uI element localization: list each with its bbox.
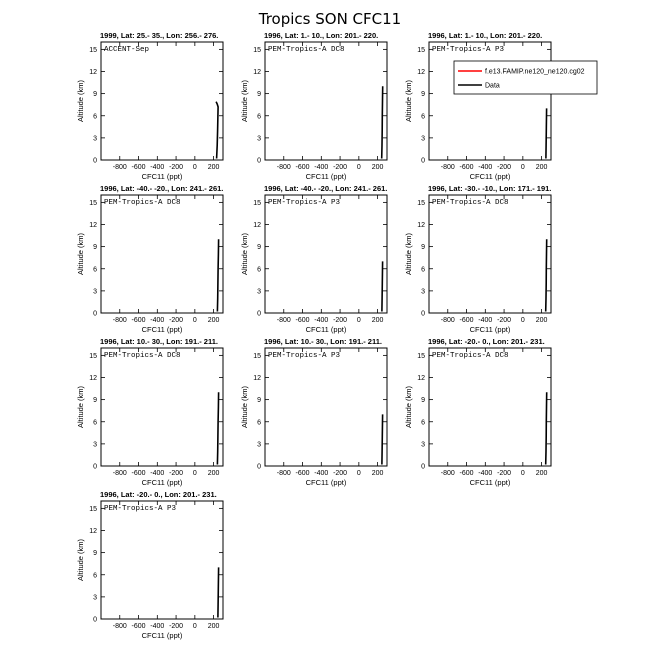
x-tick-label: -800 <box>276 164 291 171</box>
y-tick-label: 12 <box>417 222 425 229</box>
data-series-line <box>382 261 383 311</box>
y-tick-label: 3 <box>93 135 97 143</box>
y-tick-label: 0 <box>93 616 97 624</box>
y-axis-label: Altitude (km) <box>404 385 413 429</box>
x-tick-label: -600 <box>131 623 146 630</box>
x-tick-label: 200 <box>535 470 548 477</box>
x-tick-label: -400 <box>314 470 329 477</box>
plot-frame <box>101 501 223 619</box>
y-tick-label: 6 <box>421 113 425 121</box>
y-tick-label: 9 <box>93 91 97 99</box>
y-tick-label: 0 <box>257 310 261 318</box>
x-tick-label: -400 <box>150 623 165 630</box>
x-tick-label: 0 <box>520 317 525 324</box>
x-tick-label: 0 <box>356 317 361 324</box>
panel <box>240 184 387 334</box>
x-tick-label: 0 <box>356 164 361 171</box>
x-tick-label: -200 <box>333 470 348 477</box>
y-tick-label: 15 <box>417 46 425 54</box>
y-tick-label: 6 <box>93 113 97 121</box>
x-tick-label: -800 <box>112 470 127 477</box>
panel-campaign: PEM-Tropics-A P3 <box>104 505 177 513</box>
x-tick-label: 0 <box>520 164 525 171</box>
x-tick-label: 200 <box>371 470 384 477</box>
panel-header: 1996, Lat: 1.- 10., Lon: 201.- 220. <box>428 31 543 40</box>
data-series-line <box>217 239 218 311</box>
panel-header: 1999, Lat: 25.- 35., Lon: 256.- 276. <box>100 31 219 40</box>
y-tick-label: 3 <box>421 441 425 449</box>
x-tick-label: -400 <box>478 470 493 477</box>
data-series-line <box>546 108 547 158</box>
y-tick-label: 9 <box>257 244 261 252</box>
x-tick-label: -800 <box>440 317 455 324</box>
panel <box>240 337 387 487</box>
y-axis-label: Altitude (km) <box>240 232 249 276</box>
legend-label: f.e13.FAMIP.ne120_ne120.cg02 <box>485 68 585 76</box>
y-tick-label: 15 <box>253 46 261 54</box>
x-tick-label: -400 <box>314 317 329 324</box>
x-tick-label: -400 <box>314 164 329 171</box>
panel-header: 1996, Lat: -20.- 0., Lon: 201.- 231. <box>428 337 545 346</box>
y-tick-label: 3 <box>421 135 425 143</box>
data-series-line <box>546 392 547 464</box>
legend-label: Data <box>485 82 500 90</box>
x-axis-label: CFC11 (ppt) <box>141 478 183 487</box>
x-tick-label: -400 <box>150 164 165 171</box>
x-tick-label: 0 <box>192 317 197 324</box>
x-tick-label: -600 <box>295 164 310 171</box>
y-axis-label: Altitude (km) <box>76 79 85 123</box>
data-series-line <box>216 102 218 159</box>
x-tick-label: -200 <box>169 317 184 324</box>
plot-frame <box>429 348 551 466</box>
plot-frame <box>101 195 223 313</box>
panel-campaign: PEM-Tropics-A P3 <box>268 352 341 360</box>
y-tick-label: 9 <box>421 397 425 405</box>
x-tick-label: 0 <box>356 470 361 477</box>
data-series-line <box>218 567 219 617</box>
x-axis-label: CFC11 (ppt) <box>469 478 511 487</box>
y-tick-label: 9 <box>93 550 97 558</box>
y-tick-label: 12 <box>417 69 425 76</box>
x-tick-label: -600 <box>295 470 310 477</box>
x-tick-label: -600 <box>131 164 146 171</box>
y-tick-label: 9 <box>93 244 97 252</box>
y-tick-label: 15 <box>89 352 97 360</box>
plot-frame <box>101 348 223 466</box>
panel <box>404 184 551 334</box>
figure-title: Tropics SON CFC11 <box>258 10 402 28</box>
y-tick-label: 0 <box>421 310 425 318</box>
x-tick-label: 200 <box>371 317 384 324</box>
y-tick-label: 0 <box>421 463 425 471</box>
y-tick-label: 0 <box>257 463 261 471</box>
x-tick-label: -200 <box>497 470 512 477</box>
y-tick-label: 0 <box>93 157 97 165</box>
plot-frame <box>429 195 551 313</box>
panel-campaign: ACCENT-Sep <box>104 46 150 54</box>
x-tick-label: -600 <box>459 317 474 324</box>
y-axis-label: Altitude (km) <box>76 385 85 429</box>
y-tick-label: 12 <box>253 222 261 229</box>
x-tick-label: -600 <box>459 470 474 477</box>
panel-header: 1996, Lat: 10.- 30., Lon: 191.- 211. <box>264 337 382 346</box>
x-tick-label: -200 <box>497 164 512 171</box>
y-tick-label: 6 <box>93 266 97 274</box>
panel-header: 1996, Lat: 10.- 30., Lon: 191.- 211. <box>100 337 218 346</box>
y-tick-label: 15 <box>89 199 97 207</box>
y-tick-label: 15 <box>253 352 261 360</box>
x-tick-label: 0 <box>192 164 197 171</box>
x-tick-label: -800 <box>112 317 127 324</box>
plot-frame <box>265 42 387 160</box>
x-tick-label: -200 <box>169 623 184 630</box>
data-series-line <box>382 86 383 158</box>
y-tick-label: 9 <box>93 397 97 405</box>
x-tick-label: -800 <box>440 164 455 171</box>
data-series-line <box>382 414 383 464</box>
y-tick-label: 3 <box>421 288 425 296</box>
y-tick-label: 3 <box>257 441 261 449</box>
y-tick-label: 0 <box>257 157 261 165</box>
y-tick-label: 15 <box>89 505 97 513</box>
panel-campaign: PEM-Tropics-A DC8 <box>104 199 181 207</box>
panel-campaign: PEM-Tropics-A DC8 <box>268 46 345 54</box>
x-tick-label: 200 <box>207 470 220 477</box>
panel-campaign: PEM-Tropics-A DC8 <box>432 352 509 360</box>
x-tick-label: -600 <box>295 317 310 324</box>
x-tick-label: -200 <box>169 164 184 171</box>
y-tick-label: 6 <box>257 113 261 121</box>
x-tick-label: -400 <box>478 164 493 171</box>
y-tick-label: 9 <box>421 244 425 252</box>
panel-header: 1996, Lat: -20.- 0., Lon: 201.- 231. <box>100 490 217 499</box>
x-tick-label: -400 <box>478 317 493 324</box>
plot-frame <box>101 42 223 160</box>
x-tick-label: 200 <box>535 164 548 171</box>
y-tick-label: 6 <box>93 419 97 427</box>
y-tick-label: 0 <box>421 157 425 165</box>
x-axis-label: CFC11 (ppt) <box>469 172 511 181</box>
x-tick-label: -600 <box>459 164 474 171</box>
x-tick-label: 200 <box>207 317 220 324</box>
x-tick-label: -800 <box>276 317 291 324</box>
x-tick-label: 0 <box>192 470 197 477</box>
x-axis-label: CFC11 (ppt) <box>141 631 183 640</box>
x-tick-label: -600 <box>131 470 146 477</box>
y-tick-label: 12 <box>253 69 261 76</box>
data-series-line <box>546 239 547 311</box>
x-tick-label: 0 <box>192 623 197 630</box>
y-axis-label: Altitude (km) <box>404 232 413 276</box>
panel <box>76 31 223 181</box>
y-tick-label: 12 <box>89 222 97 229</box>
x-tick-label: 200 <box>371 164 384 171</box>
x-tick-label: -200 <box>169 470 184 477</box>
panel <box>404 31 597 181</box>
y-tick-label: 12 <box>89 69 97 76</box>
x-tick-label: 200 <box>207 164 220 171</box>
legend-box <box>454 61 597 94</box>
data-series-line <box>217 392 218 464</box>
legend <box>454 61 597 94</box>
y-tick-label: 3 <box>93 594 97 602</box>
y-tick-label: 3 <box>257 288 261 296</box>
x-tick-label: -200 <box>333 317 348 324</box>
x-tick-label: -800 <box>276 470 291 477</box>
x-axis-label: CFC11 (ppt) <box>141 325 183 334</box>
x-axis-label: CFC11 (ppt) <box>305 325 347 334</box>
x-tick-label: -200 <box>333 164 348 171</box>
panel <box>76 337 223 487</box>
panel-header: 1996, Lat: -30.- -10., Lon: 171.- 191. <box>428 184 552 193</box>
y-axis-label: Altitude (km) <box>76 538 85 582</box>
x-tick-label: 200 <box>535 317 548 324</box>
panel-campaign: PEM-Tropics-A DC8 <box>104 352 181 360</box>
y-tick-label: 12 <box>89 528 97 535</box>
x-axis-label: CFC11 (ppt) <box>141 172 183 181</box>
y-tick-label: 0 <box>93 310 97 318</box>
y-axis-label: Altitude (km) <box>404 79 413 123</box>
x-axis-label: CFC11 (ppt) <box>469 325 511 334</box>
y-tick-label: 9 <box>257 91 261 99</box>
y-tick-label: 6 <box>257 419 261 427</box>
y-axis-label: Altitude (km) <box>76 232 85 276</box>
plot-frame <box>265 195 387 313</box>
x-tick-label: -400 <box>150 470 165 477</box>
y-tick-label: 12 <box>89 375 97 382</box>
x-tick-label: -200 <box>497 317 512 324</box>
y-tick-label: 12 <box>253 375 261 382</box>
plot-frame <box>265 348 387 466</box>
x-tick-label: 200 <box>207 623 220 630</box>
y-tick-label: 3 <box>93 288 97 296</box>
panel <box>240 31 387 181</box>
plot-frame <box>429 42 551 160</box>
x-axis-label: CFC11 (ppt) <box>305 478 347 487</box>
x-tick-label: -800 <box>440 470 455 477</box>
y-tick-label: 6 <box>257 266 261 274</box>
y-tick-label: 6 <box>93 572 97 580</box>
y-tick-label: 15 <box>89 46 97 54</box>
y-tick-label: 3 <box>257 135 261 143</box>
y-tick-label: 6 <box>421 419 425 427</box>
x-axis-label: CFC11 (ppt) <box>305 172 347 181</box>
panel-header: 1996, Lat: -40.- -20., Lon: 241.- 261. <box>100 184 224 193</box>
panel <box>404 337 551 487</box>
y-tick-label: 6 <box>421 266 425 274</box>
y-tick-label: 15 <box>417 199 425 207</box>
panel <box>76 490 223 640</box>
y-tick-label: 15 <box>417 352 425 360</box>
y-tick-label: 15 <box>253 199 261 207</box>
x-tick-label: 0 <box>520 470 525 477</box>
x-tick-label: -600 <box>131 317 146 324</box>
panel-header: 1996, Lat: 1.- 10., Lon: 201.- 220. <box>264 31 379 40</box>
y-axis-label: Altitude (km) <box>240 79 249 123</box>
panel-campaign: PEM-Tropics-A P3 <box>268 199 341 207</box>
y-tick-label: 9 <box>257 397 261 405</box>
x-tick-label: -800 <box>112 164 127 171</box>
panel <box>76 184 223 334</box>
panel-header: 1996, Lat: -40.- -20., Lon: 241.- 261. <box>264 184 388 193</box>
panel-campaign: PEM-Tropics-A DC8 <box>432 199 509 207</box>
y-tick-label: 3 <box>93 441 97 449</box>
y-tick-label: 0 <box>93 463 97 471</box>
x-tick-label: -800 <box>112 623 127 630</box>
y-tick-label: 12 <box>417 375 425 382</box>
y-tick-label: 9 <box>421 91 425 99</box>
x-tick-label: -400 <box>150 317 165 324</box>
y-axis-label: Altitude (km) <box>240 385 249 429</box>
panel-campaign: PEM-Tropics-A P3 <box>432 46 505 54</box>
